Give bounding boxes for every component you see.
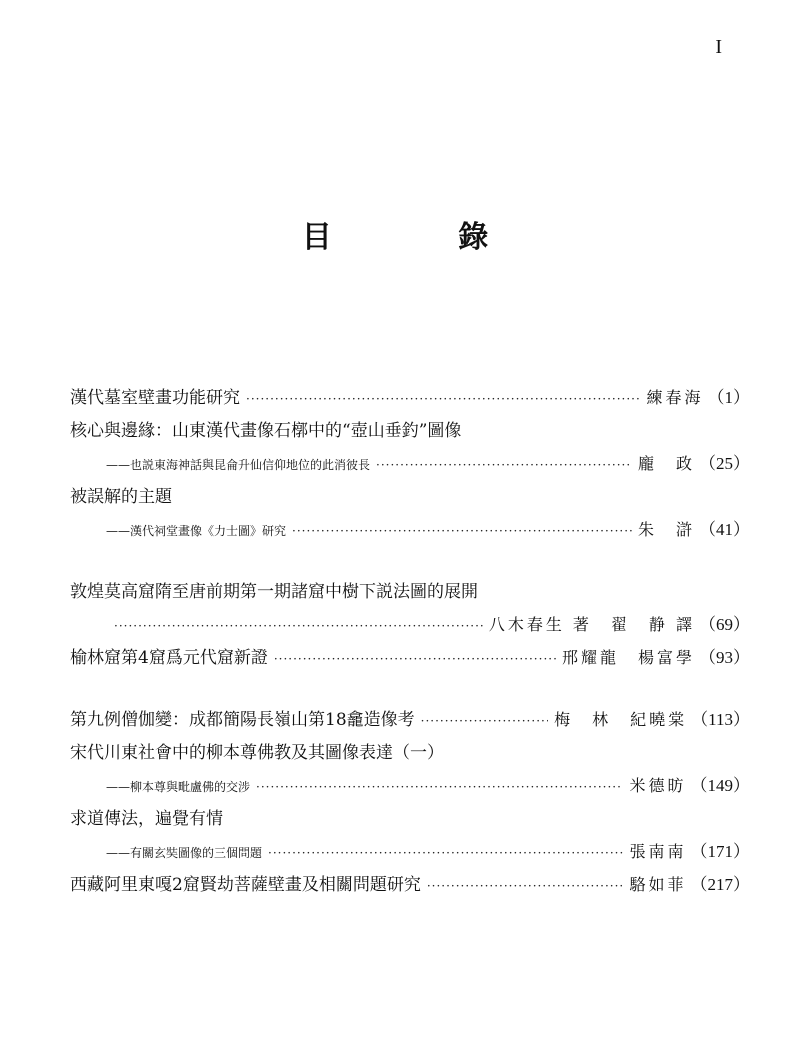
- entry-page: （149）: [690, 776, 750, 795]
- toc-entry[interactable]: [70, 804, 750, 837]
- toc-entry[interactable]: [70, 738, 750, 771]
- toc-entry-subtitle[interactable]: [70, 515, 750, 548]
- table-of-contents: [70, 383, 750, 903]
- toc-entry-subtitle[interactable]: [70, 771, 750, 804]
- entry-subtitle: ——柳本尊與毗盧佛的交涉: [106, 780, 251, 794]
- toc-entry-continuation[interactable]: [70, 610, 750, 643]
- dot-leader: [114, 619, 483, 633]
- entry-title: 被誤解的主題: [70, 487, 172, 507]
- entry-page: （93）: [699, 648, 750, 667]
- dot-leader: [268, 846, 623, 860]
- dot-leader: [421, 714, 548, 728]
- dot-leader: [274, 652, 556, 666]
- entry-title: 宋代川東社會中的柳本尊佛教及其圖像表達（一）: [70, 743, 444, 763]
- entry-title: 核心與邊緣：山東漢代畫像石槨中的“壺山垂釣”圖像: [70, 421, 462, 441]
- toc-entry[interactable]: [70, 416, 750, 449]
- dot-leader: [376, 458, 632, 472]
- entry-page: （41）: [699, 520, 750, 539]
- entry-subtitle: ——有關玄奘圖像的三個問題: [106, 846, 263, 860]
- toc-entry[interactable]: [70, 870, 750, 903]
- entry-page: （25）: [699, 454, 750, 473]
- entry-author: 張南南: [629, 842, 687, 861]
- dot-leader: [427, 879, 624, 893]
- page-title: 目 錄: [301, 220, 547, 255]
- toc-entry[interactable]: [70, 643, 750, 676]
- entry-author: 駱如菲: [629, 875, 687, 894]
- entry-author: 邢耀龍 楊富學: [561, 648, 695, 667]
- entry-author: 練春海: [646, 388, 704, 407]
- toc-entry[interactable]: [70, 383, 750, 416]
- entry-title: 敦煌莫高窟隋至唐前期第一期諸窟中樹下説法圖的展開: [70, 582, 478, 602]
- entry-title: 第九例僧伽變：成都簡陽長嶺山第18龕造像考: [70, 710, 415, 730]
- entry-title: 漢代墓室壁畫功能研究: [70, 388, 240, 408]
- entry-subtitle: ——漢代祠堂畫像《力士圖》研究: [106, 524, 287, 538]
- entry-title: 榆林窟第4窟爲元代窟新證: [70, 648, 268, 668]
- dot-leader: [246, 392, 640, 406]
- entry-page: （1）: [707, 388, 750, 407]
- entry-title: 求道傳法，遍覺有情: [70, 809, 223, 829]
- toc-entry-subtitle[interactable]: [70, 837, 750, 870]
- toc-entry[interactable]: [70, 705, 750, 738]
- dot-leader: [292, 524, 632, 538]
- page-number: I: [715, 36, 722, 58]
- entry-page: （171）: [690, 842, 750, 861]
- entry-title: 西藏阿里東嘎2窟賢劫菩薩壁畫及相關問題研究: [70, 875, 421, 895]
- entry-page: （69）: [699, 615, 750, 634]
- entry-author: 米德昉: [629, 776, 687, 795]
- entry-author: 龐 政: [637, 454, 695, 473]
- toc-entry[interactable]: [70, 577, 750, 610]
- toc-entry-subtitle[interactable]: [70, 449, 750, 482]
- entry-author: 梅 林 紀曉棠: [554, 710, 688, 729]
- toc-entry[interactable]: [70, 482, 750, 515]
- entry-subtitle: ——也説東海神話與昆侖升仙信仰地位的此消彼長: [106, 458, 371, 472]
- entry-author: 八木春生 著 翟 静 譯: [488, 615, 695, 634]
- entry-page: （113）: [691, 710, 750, 729]
- entry-author: 朱 滸: [637, 520, 695, 539]
- entry-page: （217）: [690, 875, 750, 894]
- dot-leader: [256, 780, 623, 794]
